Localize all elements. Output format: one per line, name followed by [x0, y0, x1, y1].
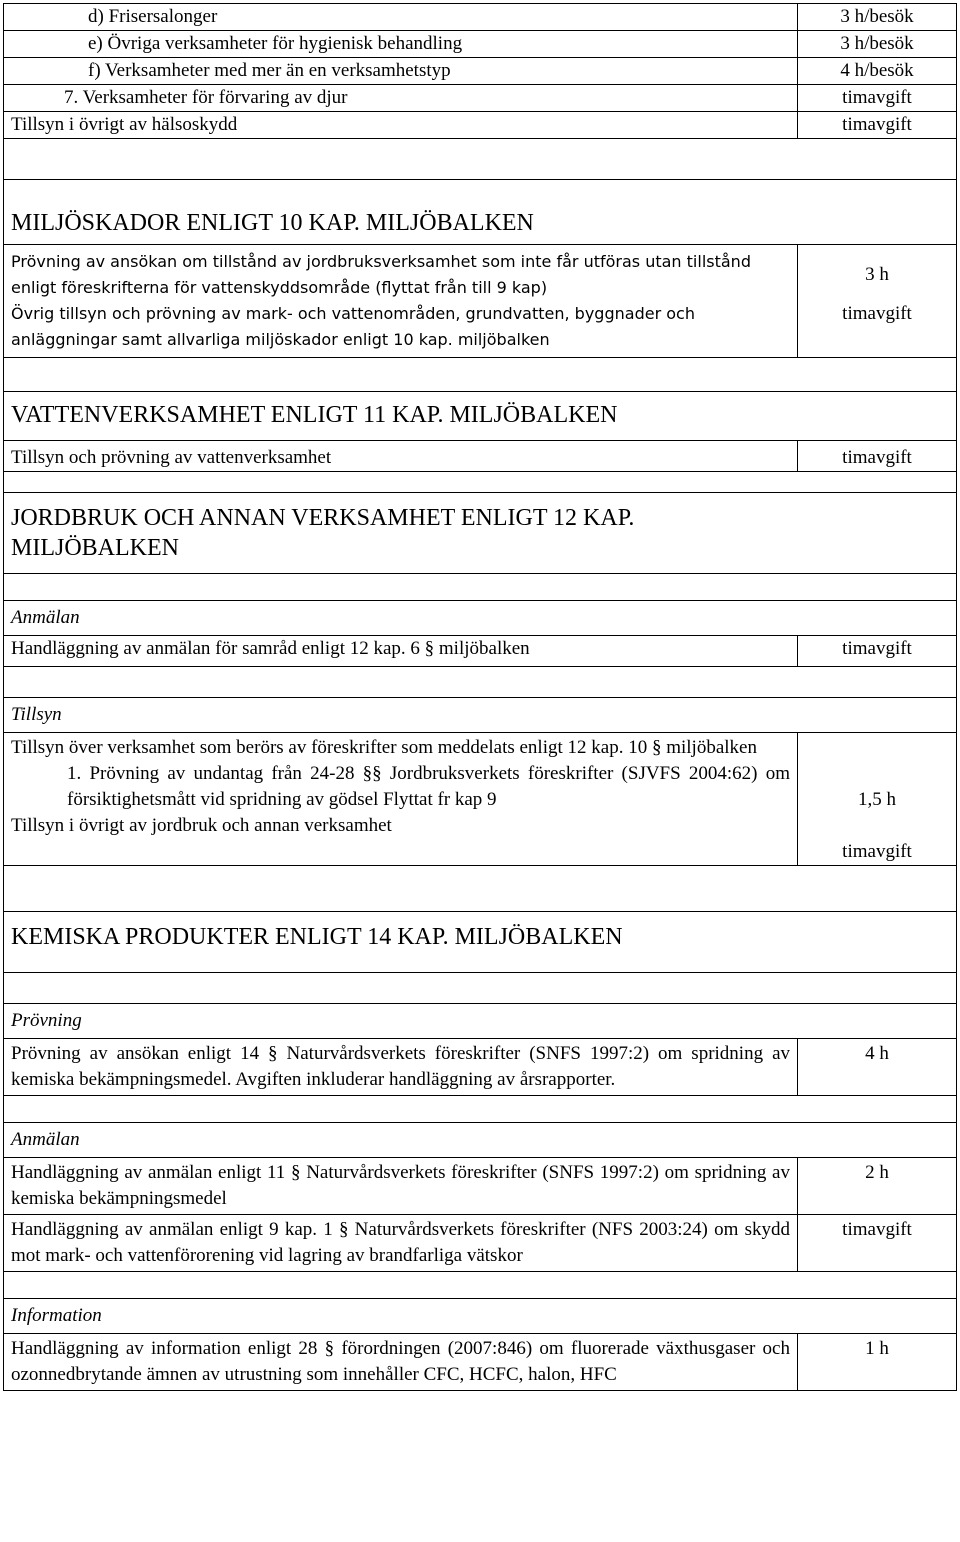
value-text: timavgift: [842, 841, 912, 862]
row-value: timavgift: [798, 1215, 957, 1272]
table-row: [4, 58, 957, 85]
value-text: 3 h: [865, 264, 889, 285]
row-label: [4, 1334, 798, 1391]
subheading-row: [4, 698, 957, 733]
row-value: 3 h/besök: [798, 31, 957, 58]
section-heading-row: [4, 912, 957, 973]
row-label: 7. Verksamheter för förvaring av djur: [4, 85, 798, 112]
row-label: [4, 245, 798, 358]
row-value: 3 h/besök: [798, 4, 957, 31]
table-row: [4, 441, 957, 472]
row-value: [798, 245, 957, 358]
row-label: Tillsyn och prövning av vattenverksamhet: [4, 441, 798, 472]
table-row: [4, 112, 957, 139]
item-text: Tillsyn över verksamhet som berörs av föreskrifter som meddelats enligt 12 kap. 10 § miljöbalken: [11, 737, 757, 758]
row-value: 4 h: [798, 1039, 957, 1096]
row-value: 4 h/besök: [798, 58, 957, 85]
value-text: 1,5 h: [858, 789, 896, 810]
subheading-row: [4, 1123, 957, 1158]
table-row: [4, 1039, 957, 1096]
row-value: 1 h: [798, 1334, 957, 1391]
item-text: 1. Prövning av undantag från 24-28 §§ Jordbruksverkets föreskrifter (SJVFS 2004:62) om försiktighetsmått vid spridning av gödsel Flyttat fr kap 9: [67, 763, 790, 810]
row-label: e) Övriga verksamheter för hygienisk behandling: [4, 31, 798, 58]
subheading-row: [4, 601, 957, 636]
table-row: [4, 636, 957, 667]
table-row: [4, 245, 957, 358]
table-row: [4, 85, 957, 112]
spacer-row: [4, 574, 957, 601]
item-text: Handläggning av anmälan enligt 11 § Naturvårdsverkets föreskrifter (SNFS 1997:2) om spridning av kemiska bekämpningsmedel: [11, 1162, 790, 1209]
table-row: [4, 4, 957, 31]
subheading-row: [4, 1004, 957, 1039]
section-heading-row: [4, 392, 957, 441]
section-heading-row: [4, 180, 957, 245]
row-value: timavgift: [798, 636, 957, 667]
section-heading: KEMISKA PRODUKTER ENLIGT 14 KAP. MILJÖBALKEN: [11, 924, 623, 950]
table-row: [4, 733, 957, 866]
item-text: Prövning av ansökan om tillstånd av jordbruksverksamhet som inte får utföras utan tillstånd enligt föreskrifterna för vattenskyddsområde (flyttat från till 9 kap): [11, 252, 751, 297]
table-row: [4, 31, 957, 58]
row-value: timavgift: [798, 112, 957, 139]
subheading: Anmälan: [11, 607, 80, 628]
section-heading: JORDBRUK OCH ANNAN VERKSAMHET ENLIGT 12 KAP. MILJÖBALKEN: [11, 505, 635, 561]
section-heading-row: [4, 493, 957, 574]
spacer-row: [4, 358, 957, 392]
item-text: Handläggning av information enligt 28 § förordningen (2007:846) om fluorerade växthusgaser och ozonnedbrytande ämnen av utrustning som innehåller CFC, HCFC, halon, HFC: [11, 1338, 790, 1385]
section-heading: MILJÖSKADOR ENLIGT 10 KAP. MILJÖBALKEN: [11, 210, 534, 236]
item-text: Prövning av ansökan enligt 14 § Naturvårdsverkets föreskrifter (SNFS 1997:2) om spridning av kemiska bekämpningsmedel. Avgiften inkluderar handläggning av årsrapporter.: [11, 1043, 790, 1090]
row-label: [4, 1215, 798, 1272]
spacer-row: [4, 472, 957, 493]
spacer-row: [4, 866, 957, 912]
item-text: Övrig tillsyn och prövning av mark- och vattenområden, grundvatten, byggnader och anläggningar samt allvarliga miljöskador enligt 10 kap. miljöbalken: [11, 304, 695, 349]
table-row: [4, 1215, 957, 1272]
row-label: f) Verksamheter med mer än en verksamhetstyp: [4, 58, 798, 85]
row-value: 2 h: [798, 1158, 957, 1215]
fee-table: [3, 3, 957, 1391]
row-label: [4, 733, 798, 866]
spacer-row: [4, 1096, 957, 1123]
spacer-row: [4, 1272, 957, 1299]
subheading: Information: [11, 1305, 102, 1326]
value-text: timavgift: [842, 303, 912, 324]
row-label: Handläggning av anmälan för samråd enligt 12 kap. 6 § miljöbalken: [4, 636, 798, 667]
row-label: d) Frisersalonger: [4, 4, 798, 31]
spacer-row: [4, 973, 957, 1004]
spacer-row: [4, 667, 957, 698]
table-row: [4, 1334, 957, 1391]
row-value: timavgift: [798, 85, 957, 112]
item-text: Handläggning av anmälan enligt 9 kap. 1 § Naturvårdsverkets föreskrifter (NFS 2003:24) om skydd mot mark- och vattenförorening vid lagring av brandfarliga vätskor: [11, 1219, 790, 1266]
subheading: Prövning: [11, 1010, 82, 1031]
row-label: [4, 1158, 798, 1215]
row-value: timavgift: [798, 441, 957, 472]
section-heading: VATTENVERKSAMHET ENLIGT 11 KAP. MILJÖBALKEN: [11, 402, 618, 428]
row-label: Tillsyn i övrigt av hälsoskydd: [4, 112, 798, 139]
subheading-row: [4, 1299, 957, 1334]
subheading: Tillsyn: [11, 704, 62, 725]
table-row: [4, 1158, 957, 1215]
row-label: [4, 1039, 798, 1096]
spacer-row: [4, 139, 957, 180]
subheading: Anmälan: [11, 1129, 80, 1150]
item-text: Tillsyn i övrigt av jordbruk och annan verksamhet: [11, 815, 392, 836]
row-value: [798, 733, 957, 866]
